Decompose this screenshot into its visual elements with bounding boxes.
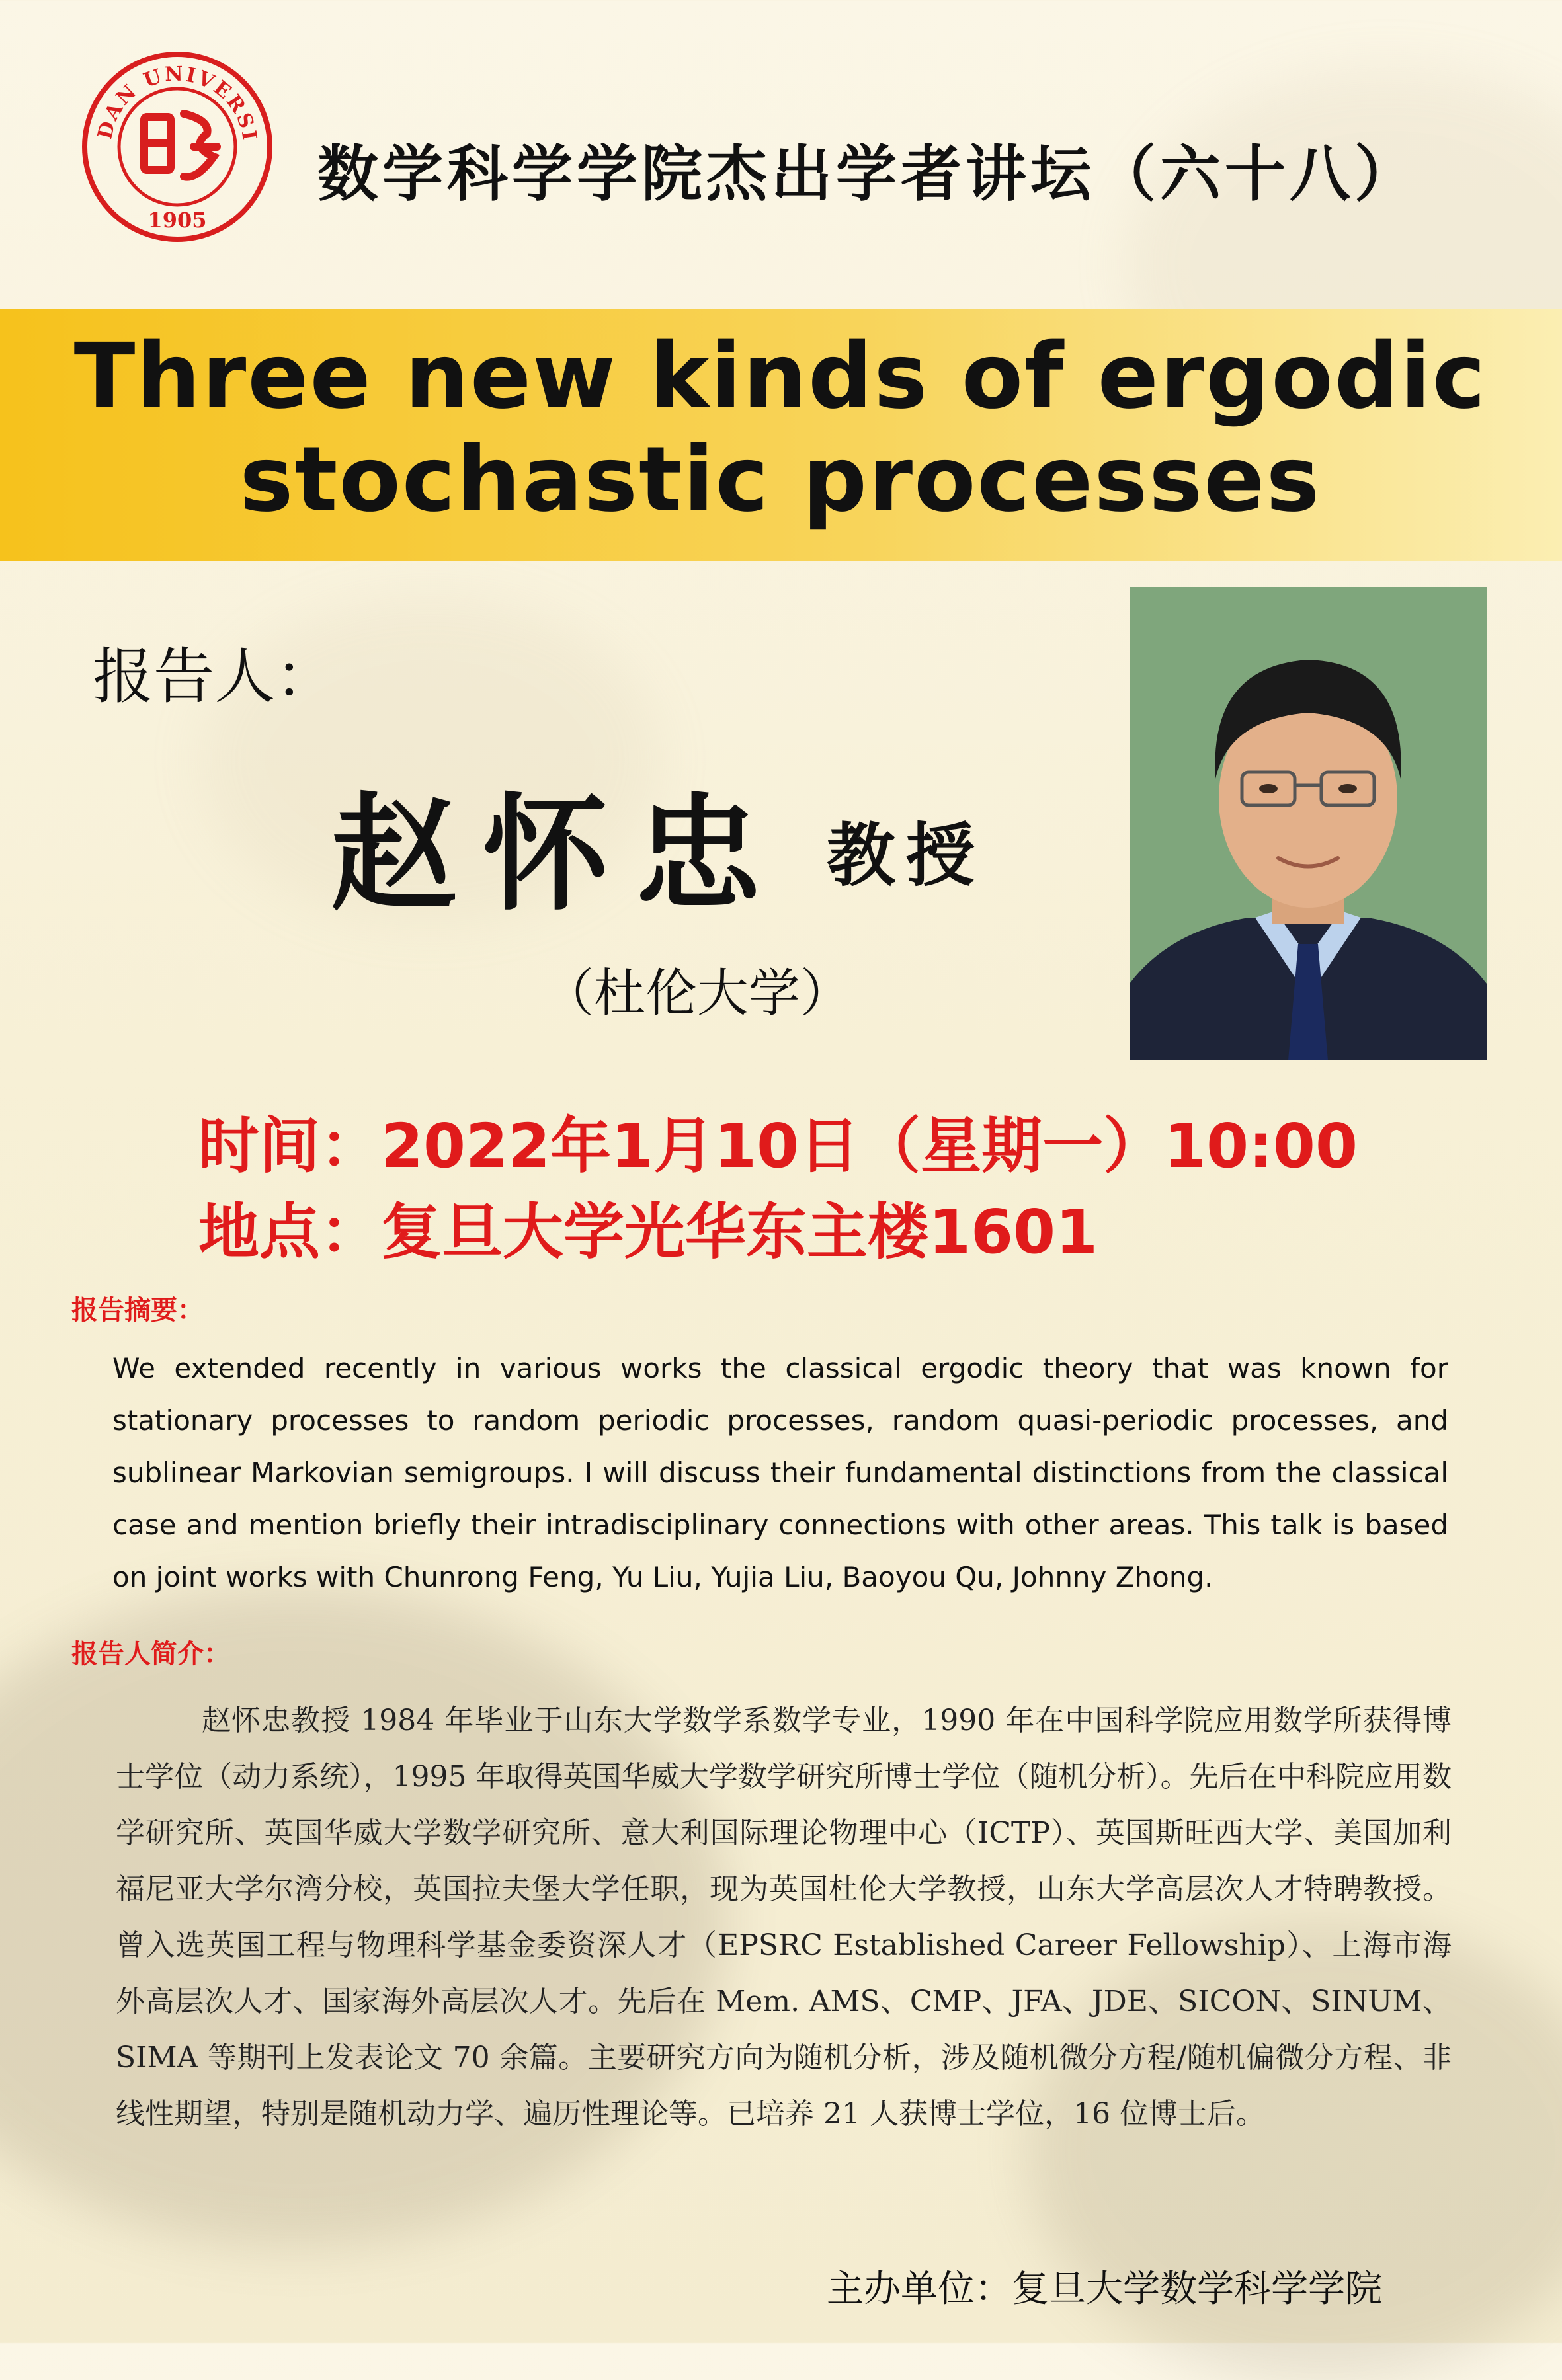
event-place <box>198 1183 1098 1271</box>
abstract-heading: 报告摘要： <box>71 1295 204 1326</box>
talk-title-line-2: stochastic processes <box>239 428 1321 532</box>
speaker-affiliation: （杜伦大学） <box>542 964 852 1023</box>
organizer-text: 主办单位：复旦大学数学科学学院 <box>827 2268 1382 2311</box>
bio-text: 赵怀忠教授 1984 年毕业于山东大学数学系数学专业，1990 年在中国科学院应用数学所获得博士学位（动力系统），1995 年取得英国华威大学数学研究所博士学位（随机分析）。先后在中科院应用数学研究所、英国华威大学数学研究所、意大利国际理论物理中心（ICTP）、英国斯旺西大学、美国加利福尼亚大学尔湾分校，英国拉夫堡大学任职，现为英国杜伦大学教授，山东大学高层次人才特聘教授。曾入选英国工程与物理科学基金委资深人才（EPSRC Established Career Fellowship）、上海市海外高层次人才、国家海外高层次人才。先后在 Mem. AMS、CMP、JFA、JDE、SICON、SINUM、SIMA 等期刊上发表论文 70 余篇。主要研究方向为随机分析，涉及随机微分方程/随机偏微分方程、非线性期望，特别是随机动力学、遍历性理论等。已培养 21 人获博士学位，16 位博士后。 <box>116 1704 1452 2131</box>
time-label: 时间： <box>198 1111 382 1181</box>
speaker-label: 报告人： <box>93 641 337 712</box>
talk-title-line-1: Three new kinds of ergodic <box>73 325 1487 429</box>
speaker-rank: 教授 <box>827 814 986 896</box>
speaker-name: 赵怀忠 <box>331 780 788 928</box>
place-label: 地点： <box>198 1197 382 1267</box>
logo-year-text: 1905 <box>147 208 207 233</box>
abstract-text: We extended recently in various works the classical ergodic theory that was known for stationary processes to random periodic processes, random quasi-periodic processes, and sublinear Markovian semigroups. I will discuss their fundamental distinctions from the classical case and mention briefly their intradisciplinary connections with other areas. This talk is based on joint works with Chunrong Feng, Yu Liu, Yujia Liu, Baoyou Qu, Johnny Zhong. <box>112 1352 1448 1593</box>
speaker-photo <box>1130 587 1487 1060</box>
talk-title <box>40 325 1521 532</box>
time-value: 2022年1月10日（星期一）10:00 <box>381 1111 1358 1181</box>
lecture-series-title: 数学科学学院杰出学者讲坛（六十八） <box>317 139 1420 210</box>
place-value: 复旦大学光华东主楼1601 <box>381 1197 1098 1267</box>
logo-university-text: DAN UNIVERSI <box>93 62 261 144</box>
fudan-university-seal-logo <box>78 48 276 246</box>
event-time <box>198 1097 1358 1185</box>
bio-heading: 报告人简介： <box>71 1639 230 1669</box>
